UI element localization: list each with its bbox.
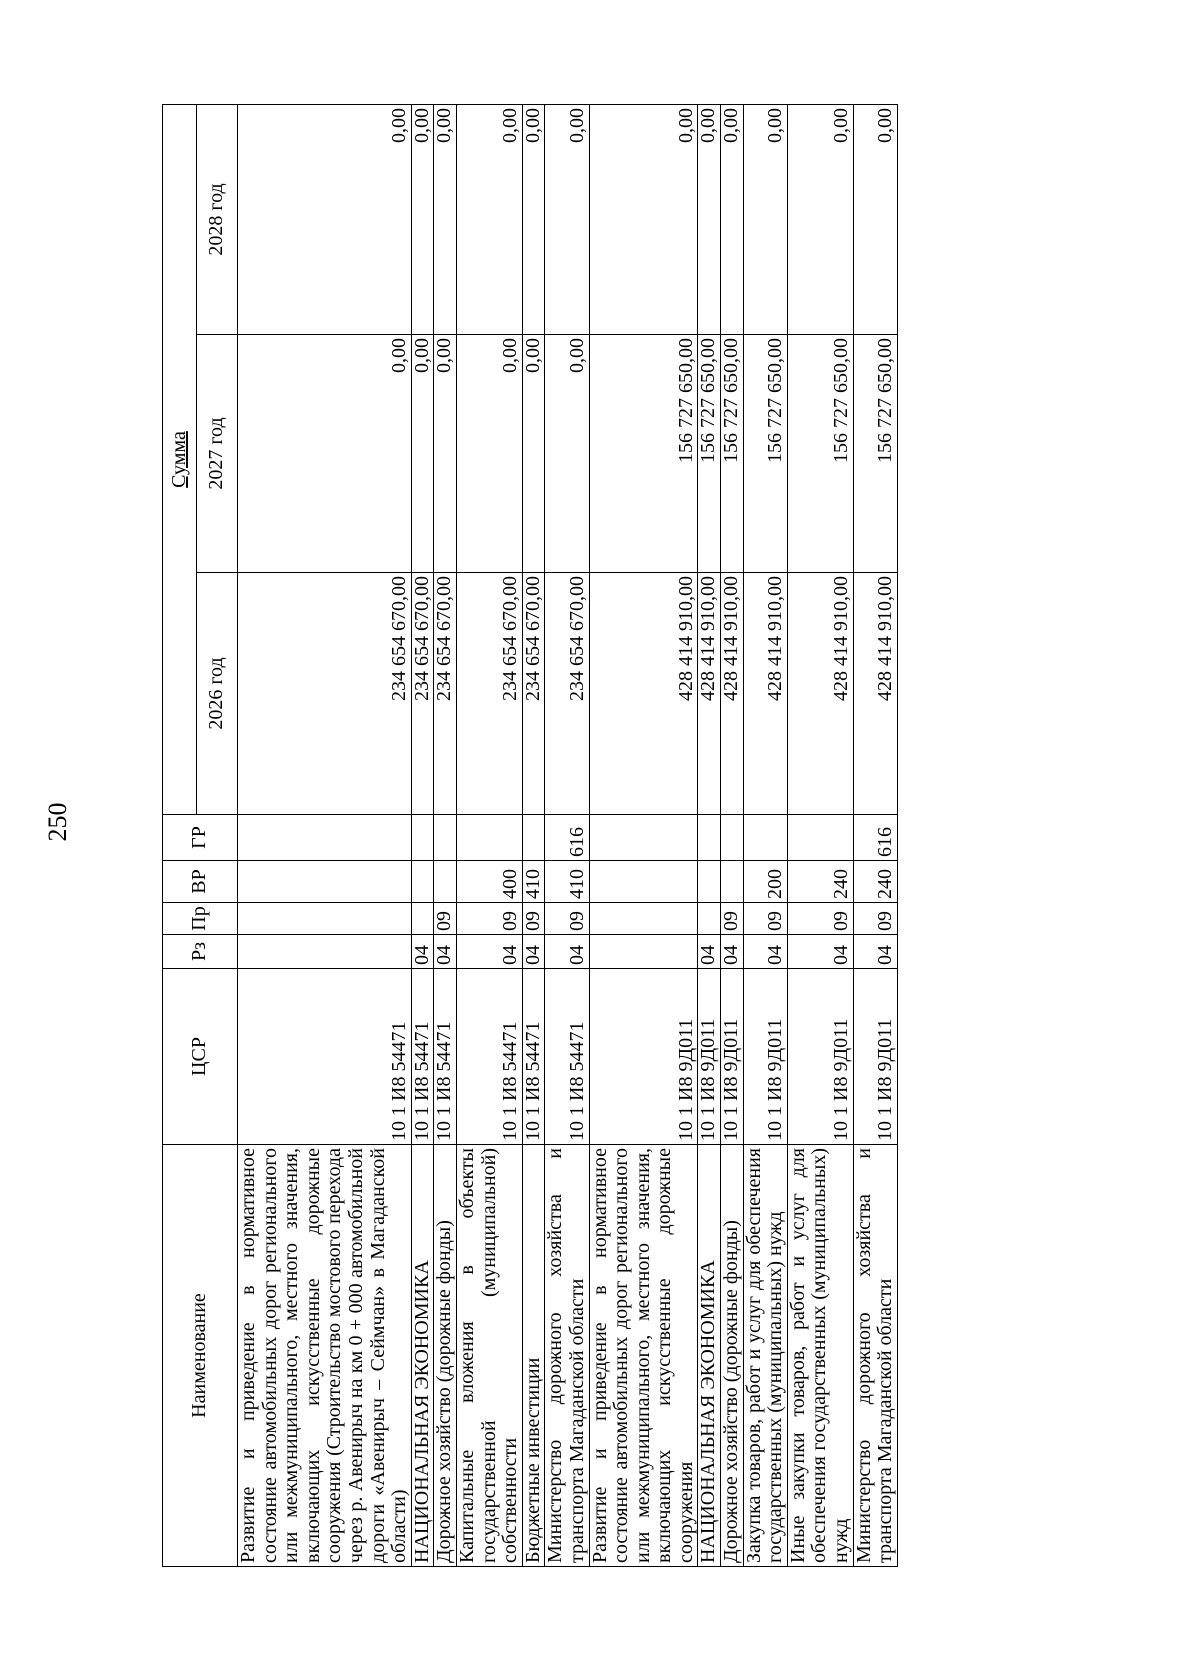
row-sum-2028: 0,00: [721, 104, 744, 334]
row-pr: 09: [545, 903, 589, 935]
row-csr: 10 1 И8 9Д011: [787, 969, 853, 1145]
row-sum-2027: 156 727 650,00: [698, 335, 721, 573]
header-year-2026: 2026 год: [197, 573, 238, 815]
page-number: 250: [43, 802, 72, 842]
row-pr: [589, 903, 698, 935]
row-rz: 04: [743, 935, 787, 969]
row-name: Дорожное хозяйство (дорожные фонды): [434, 1145, 457, 1567]
row-gr: 616: [545, 815, 589, 861]
row-gr: [522, 815, 545, 861]
row-rz: 04: [522, 935, 545, 969]
row-pr: [698, 903, 721, 935]
row-csr: 10 1 И8 9Д011: [743, 969, 787, 1145]
row-sum-2026: 234 654 670,00: [434, 573, 457, 815]
row-csr: 10 1 И8 54471: [522, 969, 545, 1145]
row-gr: [238, 815, 412, 861]
row-name: Развитие и приведение в нормативное состояние автомобильных дорог регионального или межмуниципального, местного значения, включающих искусственные дорожные сооружения (Строительство мостового перехода через р. Авенирыч на км 0 + 000 автомобильной дороги «Авенирыч – Сеймчан» в Магаданской области): [238, 1145, 412, 1567]
row-name: НАЦИОНАЛЬНАЯ ЭКОНОМИКА: [411, 1145, 434, 1567]
row-csr: 10 1 И8 54471: [545, 969, 589, 1145]
row-sum-2028: 0,00: [589, 104, 698, 334]
row-sum-2028: 0,00: [522, 104, 545, 334]
row-sum-2027: 0,00: [238, 335, 412, 573]
row-csr: 10 1 И8 54471: [434, 969, 457, 1145]
row-sum-2027: 0,00: [522, 335, 545, 573]
row-sum-2026: 428 414 910,00: [698, 573, 721, 815]
row-rz: [589, 935, 698, 969]
row-sum-2028: 0,00: [238, 104, 412, 334]
table-header: [163, 104, 238, 1566]
row-sum-2026: 234 654 670,00: [411, 573, 434, 815]
header-vr: ВР: [163, 861, 238, 903]
row-sum-2026: 234 654 670,00: [456, 573, 522, 815]
header-pr: Пр: [163, 903, 238, 935]
row-name: Бюджетные инвестиции: [522, 1145, 545, 1567]
row-vr: [411, 861, 434, 903]
row-vr: 400: [456, 861, 522, 903]
row-rz: 04: [698, 935, 721, 969]
row-rz: 04: [434, 935, 457, 969]
row-sum-2028: 0,00: [787, 104, 853, 334]
row-sum-2027: 0,00: [411, 335, 434, 573]
budget-table-rotated: [162, 105, 940, 1567]
row-sum-2028: 0,00: [698, 104, 721, 334]
row-csr: 10 1 И8 9Д011: [589, 969, 698, 1145]
row-vr: 410: [545, 861, 589, 903]
row-vr: [434, 861, 457, 903]
row-name: Иные закупки товаров, работ и услуг для обеспечения государственных (муниципальных) нужд: [787, 1145, 853, 1567]
row-csr: 10 1 И8 9Д011: [698, 969, 721, 1145]
header-csr: ЦСР: [163, 969, 238, 1145]
row-name: Дорожное хозяйство (дорожные фонды): [721, 1145, 744, 1567]
row-name: Капитальные вложения в объекты государственной (муниципальной) собственности: [456, 1145, 522, 1567]
row-sum-2027: 156 727 650,00: [787, 335, 853, 573]
row-name: Министерство дорожного хозяйства и транспорта Магаданской области: [853, 1145, 897, 1567]
row-gr: [721, 815, 744, 861]
row-csr: 10 1 И8 54471: [456, 969, 522, 1145]
row-sum-2026: 234 654 670,00: [522, 573, 545, 815]
table-row: [787, 104, 853, 1566]
table-row: [698, 104, 721, 1566]
row-sum-2028: 0,00: [853, 104, 897, 334]
row-sum-2027: 0,00: [545, 335, 589, 573]
row-vr: 240: [787, 861, 853, 903]
row-csr: 10 1 И8 9Д011: [853, 969, 897, 1145]
row-csr: 10 1 И8 54471: [238, 969, 412, 1145]
row-pr: 09: [787, 903, 853, 935]
row-sum-2026: 234 654 670,00: [238, 573, 412, 815]
row-rz: 04: [787, 935, 853, 969]
table-row: [411, 104, 434, 1566]
row-sum-2028: 0,00: [743, 104, 787, 334]
row-pr: [411, 903, 434, 935]
header-year-2027: 2027 год: [197, 335, 238, 573]
header-rz: Рз: [163, 935, 238, 969]
row-pr: 09: [522, 903, 545, 935]
header-name: Наименование: [163, 1145, 238, 1567]
row-pr: 09: [456, 903, 522, 935]
row-vr: [721, 861, 744, 903]
row-rz: [238, 935, 412, 969]
row-gr: [698, 815, 721, 861]
row-gr: [743, 815, 787, 861]
row-vr: [238, 861, 412, 903]
row-pr: 09: [853, 903, 897, 935]
row-sum-2026: 428 414 910,00: [853, 573, 897, 815]
row-sum-2028: 0,00: [411, 104, 434, 334]
row-sum-2026: 428 414 910,00: [743, 573, 787, 815]
row-sum-2027: 156 727 650,00: [721, 335, 744, 573]
row-sum-2028: 0,00: [456, 104, 522, 334]
row-pr: 09: [743, 903, 787, 935]
row-name: Развитие и приведение в нормативное состояние автомобильных дорог регионального или межмуниципального, местного значения, включающих искусственные дорожные сооружения: [589, 1145, 698, 1567]
table-row: [589, 104, 698, 1566]
row-sum-2027: 156 727 650,00: [589, 335, 698, 573]
row-sum-2026: 428 414 910,00: [589, 573, 698, 815]
row-gr: 616: [853, 815, 897, 861]
row-vr: 410: [522, 861, 545, 903]
row-csr: 10 1 И8 9Д011: [721, 969, 744, 1145]
row-rz: 04: [721, 935, 744, 969]
table-row: [522, 104, 545, 1566]
row-pr: 09: [434, 903, 457, 935]
row-sum-2027: 156 727 650,00: [853, 335, 897, 573]
table-row: [545, 104, 589, 1566]
row-vr: [698, 861, 721, 903]
row-name: Министерство дорожного хозяйства и транспорта Магаданской области: [545, 1145, 589, 1567]
row-sum-2027: 0,00: [456, 335, 522, 573]
row-sum-2026: 428 414 910,00: [721, 573, 744, 815]
row-vr: [589, 861, 698, 903]
row-name: НАЦИОНАЛЬНАЯ ЭКОНОМИКА: [698, 1145, 721, 1567]
row-sum-2027: 156 727 650,00: [743, 335, 787, 573]
table-row: [434, 104, 457, 1566]
header-year-2028: 2028 год: [197, 104, 238, 334]
table-row: [853, 104, 897, 1566]
table-row: [238, 104, 412, 1566]
row-gr: [411, 815, 434, 861]
row-pr: [238, 903, 412, 935]
row-sum-2026: 428 414 910,00: [787, 573, 853, 815]
row-sum-2027: 0,00: [434, 335, 457, 573]
row-sum-2028: 0,00: [434, 104, 457, 334]
row-vr: 200: [743, 861, 787, 903]
row-sum-2028: 0,00: [545, 104, 589, 334]
row-name: Закупка товаров, работ и услуг для обеспечения государственных (муниципальных) нужд: [743, 1145, 787, 1567]
row-rz: 04: [853, 935, 897, 969]
table-row: [456, 104, 522, 1566]
row-sum-2026: 234 654 670,00: [545, 573, 589, 815]
row-rz: 04: [411, 935, 434, 969]
table-body: [238, 104, 898, 1566]
row-gr: [787, 815, 853, 861]
row-csr: 10 1 И8 54471: [411, 969, 434, 1145]
row-gr: [434, 815, 457, 861]
header-gr: ГР: [163, 815, 238, 861]
row-rz: 04: [456, 935, 522, 969]
table-row: [721, 104, 744, 1566]
row-gr: [589, 815, 698, 861]
row-pr: 09: [721, 903, 744, 935]
row-rz: 04: [545, 935, 589, 969]
row-vr: 240: [853, 861, 897, 903]
header-sum: Сумма: [163, 104, 197, 814]
row-gr: [456, 815, 522, 861]
table-row: [743, 104, 787, 1566]
budget-table: [162, 104, 898, 1567]
